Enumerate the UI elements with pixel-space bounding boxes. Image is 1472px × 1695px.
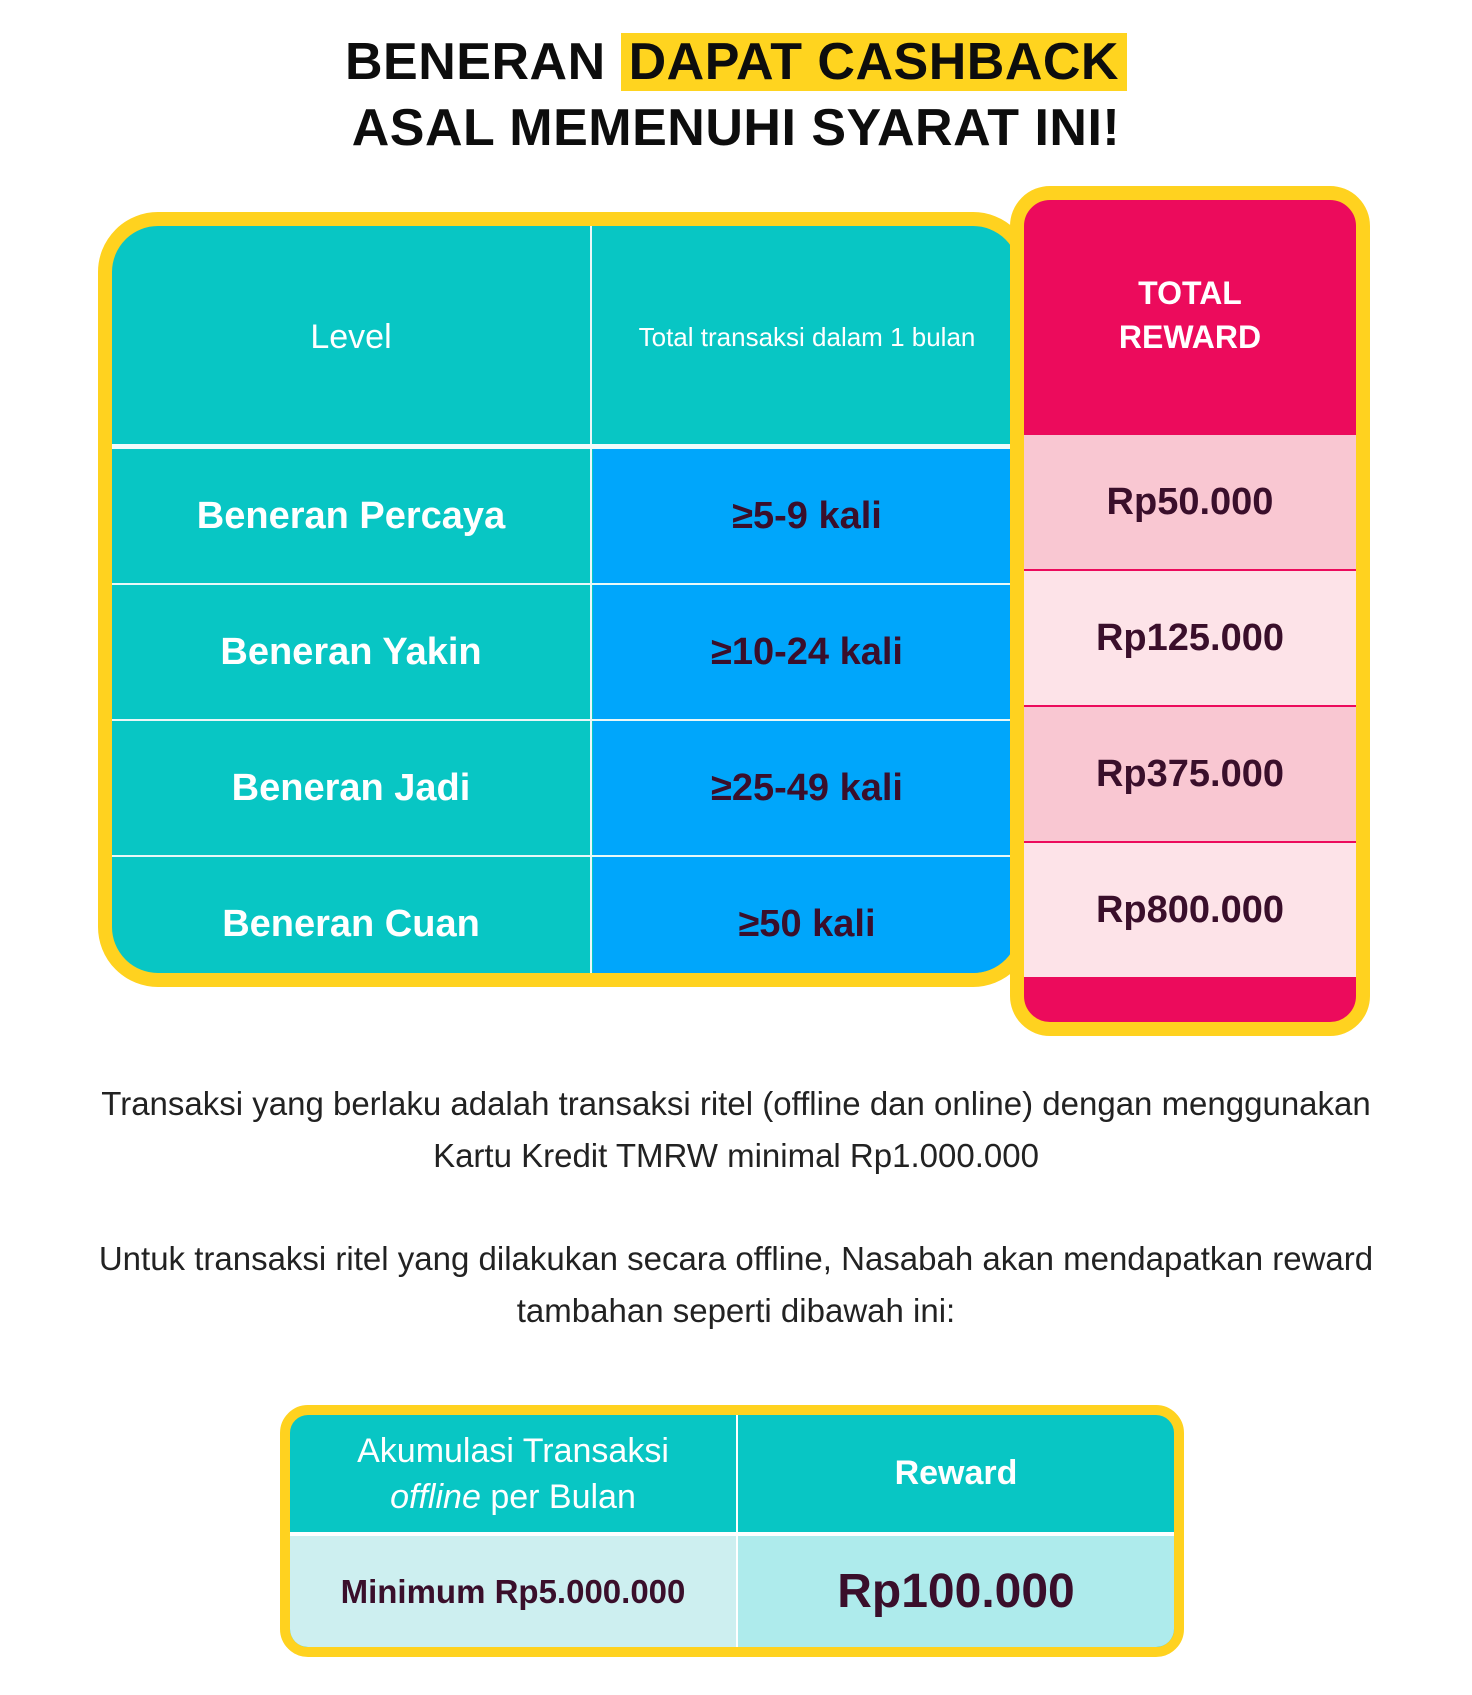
reward-value: Rp125.000 xyxy=(1024,571,1356,705)
offline-italic: offline xyxy=(390,1477,481,1516)
header-total-reward xyxy=(1024,200,1356,430)
terms-line: Transaksi yang berlaku adalah transaksi ritel (offline dan online) dengan menggunakan xyxy=(101,1085,1371,1122)
header-total-transactions: Total transaksi dalam 1 bulan xyxy=(638,321,976,352)
level-name: Beneran Percaya xyxy=(196,494,506,537)
level-name: Beneran Cuan xyxy=(222,902,480,945)
transaction-count: ≥5-9 kali xyxy=(732,494,882,537)
reward-value: Rp800.000 xyxy=(1024,843,1356,977)
transaction-count: ≥10-24 kali xyxy=(711,630,903,673)
terms-line: Untuk transaksi ritel yang dilakukan secara offline, Nasabah akan mendapatkan reward xyxy=(98,1240,1374,1277)
transaction-count: ≥50 kali xyxy=(738,902,876,945)
terms-paragraph-1 xyxy=(30,1078,1442,1182)
reward-value: Rp50.000 xyxy=(1024,435,1356,569)
reward-value: Rp375.000 xyxy=(1024,707,1356,841)
header-reward-line-2: REWARD xyxy=(1118,319,1262,355)
header-accumulation xyxy=(290,1415,736,1532)
header-accumulation-line-2 xyxy=(357,1474,669,1520)
offline-reward-value: Rp100.000 xyxy=(738,1536,1174,1647)
header-level: Level xyxy=(310,317,392,356)
headline-line-1 xyxy=(0,30,1472,94)
minimum-transaction: Minimum Rp5.000.000 xyxy=(290,1536,736,1647)
offline-reward-table xyxy=(280,1405,1184,1657)
per-month-text: per Bulan xyxy=(490,1477,636,1516)
level-name: Beneran Yakin xyxy=(220,630,482,673)
reward-column xyxy=(1010,186,1370,1036)
terms-paragraph-2 xyxy=(30,1233,1442,1337)
headline-pre: BENERAN xyxy=(345,33,606,91)
terms-line: Kartu Kredit TMRW minimal Rp1.000.000 xyxy=(433,1137,1039,1174)
header-accumulation-line-1: Akumulasi Transaksi xyxy=(357,1431,669,1470)
headline-line-2: ASAL MEMENUHI SYARAT INI! xyxy=(351,99,1121,157)
header-reward: Reward xyxy=(894,1454,1018,1492)
level-table xyxy=(98,212,1033,987)
headline-highlight: DAPAT CASHBACK xyxy=(621,33,1127,91)
terms-line: tambahan seperti dibawah ini: xyxy=(516,1292,956,1329)
transaction-count: ≥25-49 kali xyxy=(711,766,903,809)
level-name: Beneran Jadi xyxy=(231,766,471,809)
header-reward-line-1: TOTAL xyxy=(1138,275,1242,311)
